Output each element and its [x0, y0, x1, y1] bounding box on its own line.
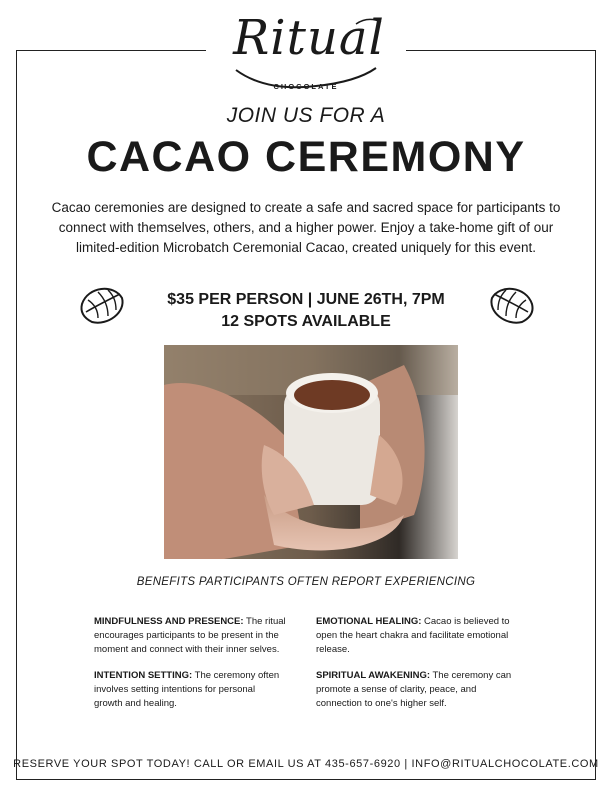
price-date-line: $35 PER PERSON | JUNE 26TH, 7PM [167, 291, 445, 308]
benefit-intention: INTENTION SETTING: The ceremony often involves setting intentions for personal growth and healing. [94, 670, 280, 709]
benefit-emotional: EMOTIONAL HEALING: Cacao is believed to open the heart chakra and facilitate emotional release. [316, 616, 510, 655]
header-lead: JOIN US FOR A [226, 104, 386, 127]
benefits-caption: BENEFITS PARTICIPANTS OFTEN REPORT EXPERIENCING [136, 576, 476, 588]
logo-wordmark: Ritual [233, 10, 385, 66]
brand-logo [206, 12, 406, 94]
pricing-block [0, 289, 612, 333]
benefit-mindfulness: MINDFULNESS AND PRESENCE: The ritual encourages participants to be present in the moment and connect with their inner selves. [94, 616, 286, 655]
benefits-right-column [316, 615, 514, 723]
footer-contact: RESERVE YOUR SPOT TODAY! CALL OR EMAIL US AT 435-657-6920 | INFO@RITUALCHOCOLATE.COM [13, 758, 599, 770]
intro-paragraph: Cacao ceremonies are designed to create a safe and sacred space for participants to connect with themselves, others, and a higher power. Enjoy a take-home gift of our limited-edition Microbatch Ceremonial Cacao, created uniquely for this event. [51, 200, 561, 255]
benefit-spiritual: SPIRITUAL AWAKENING: The ceremony can promote a sense of clarity, peace, and connection to one's higher self. [316, 670, 512, 709]
benefits-left-column [94, 615, 286, 723]
page-title: CACAO CEREMONY [86, 133, 526, 181]
logo-subtitle: CHOCOLATE [273, 82, 339, 91]
spots-line: 12 SPOTS AVAILABLE [221, 313, 391, 330]
cacao-cup-photo [164, 345, 458, 559]
